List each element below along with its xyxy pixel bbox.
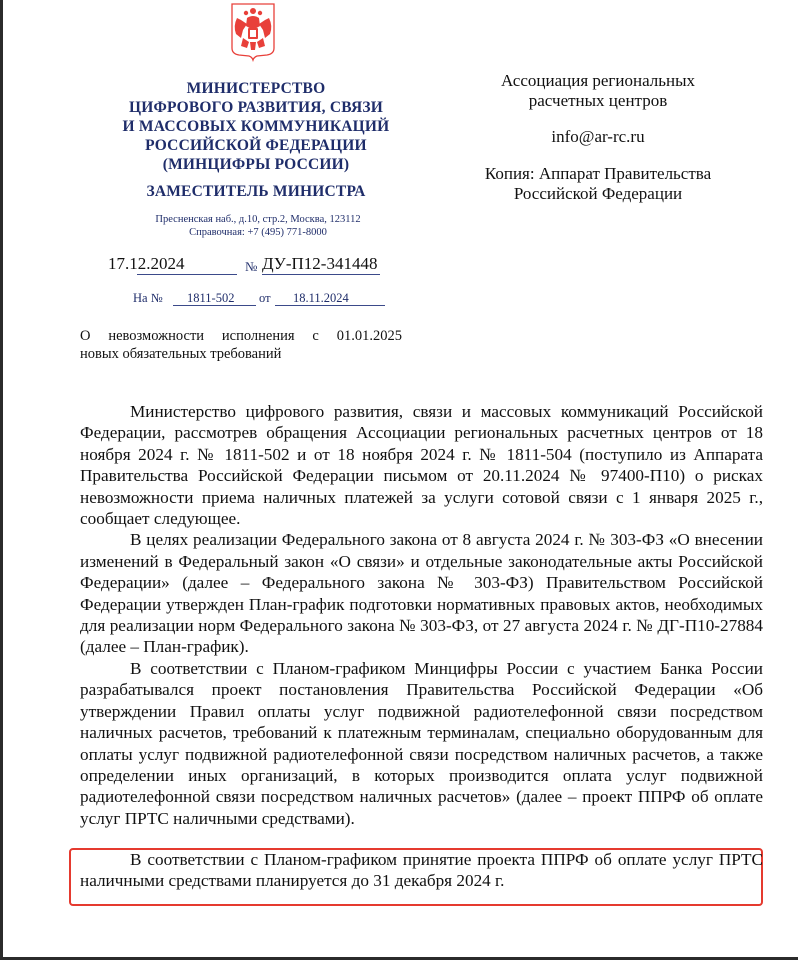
recipient-line: расчетных центров — [528, 91, 668, 110]
body-paragraph: Министерство цифрового развития, связи и массовых коммуникаций Российской Федерации, рассмотрев обращения Ассоциации региональных расчетных центров от 18 ноября 2024 г. № 1811-502 и от 18 ноября 2024 г. № 1811-504 (поступило из Аппарата Правительства Российской Федерации письмом от 20.11.2024 № 97400-П10) о рисках невозможности приема наличных платежей за услуги сотовой связи с 1 января 2025 г., сообщает следующее. — [80, 402, 763, 529]
body-paragraph: В целях реализации Федерального закона от 8 августа 2024 г. № 303-ФЗ «О внесении изменений в Федеральный закон «О связи» и отдельные законодательные акты Российской Федерации» (далее – Федерального закона № 303-ФЗ) Правительством Российской Федерации утвержден План-график подготовки нормативных правовых актов, необходимых для реализации норм Федерального закона № 303-ФЗ, от 27 августа 2024 г. № ДГ-П10-27884 (далее – План-график). — [80, 530, 763, 657]
subject-line: новых обязательных требований — [80, 346, 282, 362]
highlighted-paragraph — [80, 849, 763, 892]
date-underline — [137, 274, 237, 275]
reply-from-label: от — [259, 291, 271, 305]
document-page — [3, 0, 798, 957]
copy-block — [448, 164, 748, 204]
recipient-email: info@ar-rc.ru — [551, 127, 645, 146]
ministry-line: (МИНЦИФРЫ РОССИИ) — [162, 156, 350, 173]
ministry-line: ЦИФРОВОГО РАЗВИТИЯ, СВЯЗИ — [128, 99, 384, 116]
signatory-position: ЗАМЕСТИТЕЛЬ МИНИСТРА — [146, 183, 366, 200]
recipient-line: Ассоциация региональных — [500, 71, 696, 90]
ministry-line: РОССИЙСКОЙ ФЕДЕРАЦИИ — [145, 137, 367, 154]
highlighted-paragraph-text: В соответствии с Планом-графиком принятие проекта ППРФ об оплате услуг ПРТС наличными средствами планируется до 31 декабря 2024 г. — [80, 850, 763, 891]
recipient-block — [448, 71, 748, 111]
ministry-address: Пресненская наб., д.10, стр.2, Москва, 123112 — [155, 214, 361, 225]
letter-number: ДУ-П12-341448 — [262, 254, 378, 273]
number-label: № — [245, 259, 258, 274]
copy-line: Российской Федерации — [513, 184, 683, 203]
reply-to-date: 18.11.2024 — [293, 291, 349, 305]
letter-subject — [80, 327, 402, 363]
ministry-phone: Справочная: +7 (495) 771-8000 — [189, 227, 327, 238]
body-paragraph: В соответствии с Планом-графиком Минцифры России с участием Банка России разрабатывался проект постановления Правительства Российской Федерации «Об утверждении Правил оплаты услуг подвижной радиотелефонной связи посредством наличных расчетов, требований к платежным терминалам, специально оборудованным для оплаты услуг подвижной радиотелефонной связи посредством наличных расчетов, а также определении иных организаций, в которых производится оплата услуг подвижной радиотелефонной связи посредством наличных расчетов» (далее – проект ППРФ об оплате услуг ПРТС наличными средствами). — [80, 658, 763, 828]
ministry-name — [111, 79, 401, 174]
reply-to-number: 1811-502 — [187, 291, 235, 305]
ministry-line: МИНИСТЕРСТВО — [186, 80, 326, 97]
reply-to-label: На № — [133, 291, 163, 305]
number-underline — [262, 274, 380, 275]
letter-body — [80, 401, 763, 829]
russian-coat-of-arms-icon — [229, 2, 277, 62]
ministry-line: И МАССОВЫХ КОММУНИКАЦИЙ — [122, 118, 390, 135]
subject-line: О невозможности исполнения с 01.01.2025 — [80, 328, 402, 344]
letter-date: 17.12.2024 — [108, 254, 185, 273]
copy-line: Копия: Аппарат Правительства — [484, 164, 712, 183]
